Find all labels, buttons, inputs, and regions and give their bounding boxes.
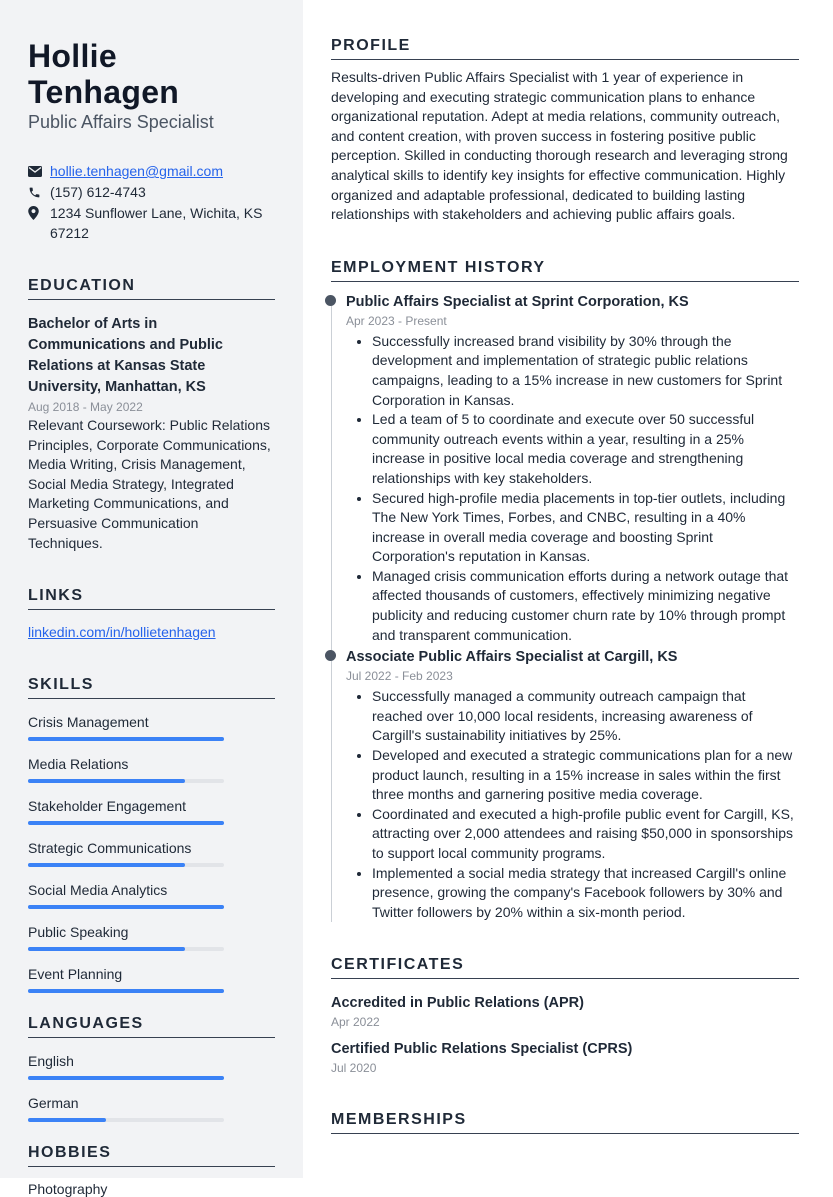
education-description: Relevant Coursework: Public Relations Principles, Corporate Communications, Media Writing, Crisis Management, Social Media Strategy, Integrated Marketing Communications, and Persuasive Communication Techniques. bbox=[28, 417, 271, 551]
timeline-dot bbox=[325, 295, 336, 306]
level-bar bbox=[28, 989, 224, 993]
employment-timeline bbox=[331, 292, 799, 923]
employment-section bbox=[331, 259, 799, 923]
skill-item bbox=[28, 713, 275, 741]
language-item bbox=[28, 1094, 275, 1122]
education-dates: Aug 2018 - May 2022 bbox=[28, 400, 143, 414]
skill-label: Crisis Management bbox=[28, 714, 149, 731]
job-entry bbox=[346, 647, 799, 922]
skill-item bbox=[28, 797, 275, 825]
education-heading: EDUCATION bbox=[28, 277, 275, 300]
level-bar-fill bbox=[28, 863, 185, 867]
job-title: Associate Public Affairs Specialist at Cargill, KS bbox=[346, 649, 678, 666]
hobbies-heading: HOBBIES bbox=[28, 1144, 275, 1167]
languages-heading: LANGUAGES bbox=[28, 1015, 275, 1038]
certificate-title: Certified Public Relations Specialist (CPRS) bbox=[331, 1041, 633, 1058]
hobbies-section bbox=[28, 1144, 275, 1197]
address-text: 1234 Sunflower Lane, Wichita, KS 67212 bbox=[50, 205, 263, 241]
job-dates: Apr 2023 - Present bbox=[346, 313, 447, 328]
language-label: German bbox=[28, 1095, 79, 1112]
level-bar-fill bbox=[28, 1118, 106, 1122]
job-bullets bbox=[346, 687, 799, 922]
contact-block bbox=[28, 161, 275, 243]
level-bar bbox=[28, 947, 224, 951]
job-entry bbox=[346, 292, 799, 646]
links-section bbox=[28, 587, 275, 642]
level-bar bbox=[28, 905, 224, 909]
level-bar-fill bbox=[28, 989, 224, 993]
links-heading: LINKS bbox=[28, 587, 275, 610]
profile-section bbox=[331, 37, 799, 225]
memberships-section bbox=[331, 1111, 799, 1134]
envelope-icon bbox=[28, 161, 50, 181]
employment-heading: EMPLOYMENT HISTORY bbox=[331, 259, 799, 282]
language-item bbox=[28, 1052, 275, 1080]
languages-section bbox=[28, 1015, 275, 1122]
language-label: English bbox=[28, 1053, 74, 1070]
location-pin-icon bbox=[28, 203, 50, 223]
job-bullet: • Implemented a social media strategy that increased Cargill's online presence, growing the company's Facebook followers by 30% and Twitter followers by 20% within a six-month period. bbox=[372, 864, 799, 923]
skill-label: Event Planning bbox=[28, 966, 123, 983]
level-bar-fill bbox=[28, 1076, 224, 1080]
certificates-section bbox=[331, 956, 799, 1075]
timeline-line bbox=[331, 302, 332, 923]
profile-heading: PROFILE bbox=[331, 37, 799, 60]
certificate-date: Jul 2020 bbox=[331, 1061, 377, 1076]
job-bullet: • Successfully increased brand visibility by 30% through the development and implementation of strategic public relations campaigns, leading to a 15% increase in new customers for Sprint Corporation in Kansas. bbox=[372, 332, 799, 410]
skill-label: Social Media Analytics bbox=[28, 882, 168, 899]
job-bullet: • Successfully managed a community outreach campaign that reached over 10,000 local residents, increasing awareness of Cargill's sustainability initiatives by 25%. bbox=[372, 687, 799, 746]
level-bar-fill bbox=[28, 779, 185, 783]
job-bullets bbox=[346, 332, 799, 646]
level-bar bbox=[28, 779, 224, 783]
email-link[interactable]: hollie.tenhagen@gmail.com bbox=[50, 163, 223, 179]
contact-email bbox=[28, 161, 275, 181]
candidate-role: Public Affairs Specialist bbox=[28, 112, 214, 132]
skills-heading: SKILLS bbox=[28, 676, 275, 699]
candidate-name: Hollie Tenhagen bbox=[28, 38, 180, 110]
skill-item bbox=[28, 839, 275, 867]
phone-icon bbox=[28, 182, 50, 202]
skills-section bbox=[28, 676, 275, 993]
level-bar-fill bbox=[28, 947, 185, 951]
level-bar bbox=[28, 863, 224, 867]
job-bullet: • Led a team of 5 to coordinate and execute over 50 successful community outreach events within a year, resulting in a 25% increase in positive local media coverage and strengthening relationships with key stakeholders. bbox=[372, 410, 799, 488]
hobby-item: Photography bbox=[28, 1181, 108, 1197]
job-title: Public Affairs Specialist at Sprint Corporation, KS bbox=[346, 293, 689, 310]
job-bullet: • Secured high-profile media placements in top-tier outlets, including The New York Times, Forbes, and CNBC, resulting in a 40% increase in overall media coverage and boosting Sprint Corporation's reputation in Kansas. bbox=[372, 489, 799, 567]
job-dates: Jul 2022 - Feb 2023 bbox=[346, 669, 453, 684]
profile-text: Results-driven Public Affairs Specialist with 1 year of experience in developing and executing strategic communication plans to enhance organizational reputation. Adept at media relations, community outreach, and content creation, with proven success in fostering positive public perception. Skilled in conducting thorough research and leveraging strong analytical skills to identify key insights for effective communication. Highly organized and adaptable professional, dedicated to building lasting relationships with stakeholders and achieving public affairs goals. bbox=[331, 69, 788, 223]
level-bar bbox=[28, 821, 224, 825]
education-section bbox=[28, 277, 275, 553]
timeline-dot bbox=[325, 650, 336, 661]
skill-item bbox=[28, 755, 275, 783]
certificate-title: Accredited in Public Relations (APR) bbox=[331, 995, 584, 1012]
level-bar-fill bbox=[28, 821, 224, 825]
skill-item bbox=[28, 881, 275, 909]
job-bullet: • Developed and executed a strategic communications plan for a new product launch, resulting in a 15% increase in sales within the first three months and garnering positive media coverage. bbox=[372, 746, 799, 805]
skill-label: Strategic Communications bbox=[28, 840, 192, 857]
level-bar bbox=[28, 1076, 224, 1080]
skill-label: Stakeholder Engagement bbox=[28, 798, 186, 815]
certificate-item bbox=[331, 1039, 799, 1075]
degree-title: Bachelor of Arts in Communications and Public Relations at Kansas State University, Manhattan, KS bbox=[28, 316, 223, 395]
job-bullet: • Managed crisis communication efforts during a network outage that affected thousands of customers, effectively minimizing negative publicity and reducing customer churn rate by 10% through prompt and transparent communication. bbox=[372, 567, 799, 645]
level-bar-fill bbox=[28, 905, 224, 909]
skill-label: Public Speaking bbox=[28, 924, 129, 941]
certificate-item bbox=[331, 993, 799, 1029]
skill-item bbox=[28, 965, 275, 993]
certificate-date: Apr 2022 bbox=[331, 1015, 380, 1030]
level-bar bbox=[28, 737, 224, 741]
certificates-heading: CERTIFICATES bbox=[331, 956, 799, 979]
contact-phone bbox=[28, 182, 275, 202]
skill-item bbox=[28, 923, 275, 951]
memberships-heading: MEMBERSHIPS bbox=[331, 1111, 799, 1134]
job-bullet: • Coordinated and executed a high-profile public event for Cargill, KS, attracting over 2,000 attendees and raising $50,000 in sponsorships to support local community programs. bbox=[372, 805, 799, 864]
level-bar bbox=[28, 1118, 224, 1122]
sidebar bbox=[0, 0, 303, 1197]
main-column bbox=[331, 0, 799, 1142]
phone-text: (157) 612-4743 bbox=[50, 184, 146, 200]
level-bar-fill bbox=[28, 737, 224, 741]
skill-label: Media Relations bbox=[28, 756, 129, 773]
contact-address bbox=[28, 203, 275, 243]
linkedin-link[interactable]: linkedin.com/in/hollietenhagen bbox=[28, 624, 216, 641]
